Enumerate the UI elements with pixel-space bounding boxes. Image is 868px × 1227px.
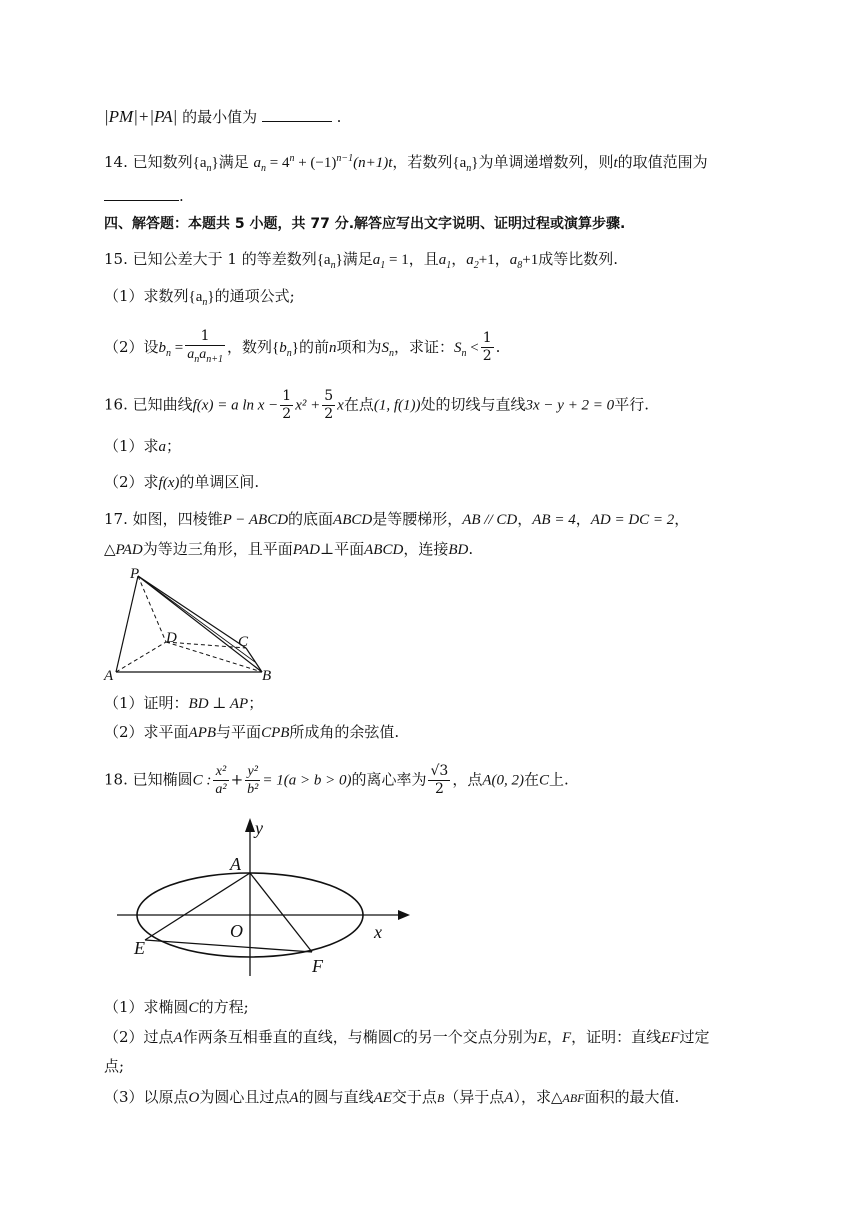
q18-part3: （3）以原点O为圆心且过点A的圆与直线AE交于点B（异于点A），求△ABF面积的最大值.: [104, 1088, 680, 1106]
q18-part2-cont: 点;: [104, 1057, 125, 1075]
label-o: O: [230, 921, 243, 941]
pyramid-figure: [100, 562, 280, 684]
label-x: x: [374, 922, 382, 942]
y-axis-arrow: [245, 818, 255, 832]
line-ef: [145, 940, 312, 952]
q14-formula: $a_n = 4^n + (-1)^{n-1}(n+1)t$: [253, 153, 393, 174]
q16-part1: （1）求a；: [104, 437, 182, 455]
line-af: [250, 873, 312, 952]
q14-answer-line: .: [104, 185, 184, 207]
edge-cb: [246, 648, 262, 672]
q17-part2: （2）求平面APB与平面CPB所成角的余弦值.: [104, 723, 400, 741]
edge-pc: [138, 576, 246, 648]
answer-blank[interactable]: [262, 121, 332, 122]
section-heading: 四、解答题：本题共 5 小题，共 77 分.解答应写出文字说明、证明过程或演算步骤.: [104, 216, 626, 232]
question-17: 17. 如图，四棱锥P − ABCD的底面ABCD是等腰梯形，AB // CD，AB = 4，AD = DC = 2，: [104, 510, 690, 528]
edge-pb: [138, 576, 262, 672]
label-a: A: [104, 668, 114, 684]
pm-pa-line: |PM|+|PA| 的最小值为 .: [104, 107, 342, 126]
label-a-point: A: [230, 854, 241, 874]
question-17-line2: △PAD为等边三角形，且平面PAD⊥平面ABCD，连接BD.: [104, 540, 474, 558]
question-18: 18. 已知椭圆C : $\frac{\text{x²}}{\text{a²}}$ + $\frac{\text{y²}}{\text{b²}}$ = 1(a > b > 0)的离心率为 $\frac{√3}{2}$ ，点A(0, 2)在C上.: [104, 763, 569, 797]
edge-pa: [116, 576, 138, 672]
ellipse-figure: [112, 812, 412, 982]
label-c: C: [238, 634, 249, 650]
question-14: 14. 已知数列$\{a_n\}$满足 $a_n = 4^n + (-1)^{n-1}(n+1)t$，若数列$\{a_n\}$为单调递增数列，则t的取值范围为: [104, 153, 708, 174]
label-b: B: [262, 668, 272, 684]
answer-blank[interactable]: [104, 200, 179, 201]
q18-part1: （1）求椭圆C的方程;: [104, 998, 249, 1016]
q15-part1: （1）求数列$\{a_n\}$的通项公式;: [104, 287, 295, 308]
q17-part1: （1）证明：BD ⊥ AP；: [104, 694, 264, 712]
label-e: E: [134, 938, 145, 958]
label-y: y: [255, 818, 263, 838]
edge-ad: [116, 642, 166, 672]
x-axis-arrow: [398, 910, 410, 920]
q18-part2: （2）过点A作两条互相垂直的直线，与椭圆C的另一个交点分别为E，F，证明：直线EF过定: [104, 1028, 710, 1046]
q15-part2: （2）设$b_n$ = $\frac{1}{a_na_{n+1}}$ ，数列$\{b_n\}$的前n项和为$S_n$，求证：$S_n$ < $\frac{1}{2}$ .: [104, 328, 501, 365]
pm-pa-expr: |PM|+|PA|: [104, 107, 178, 126]
label-f: F: [312, 956, 323, 976]
question-15: 15. 已知公差大于 1 的等差数列$\{a_n\}$满足$a_1 = 1$，且$a_1$，$a_2+1$，$a_8+1$成等比数列.: [104, 250, 619, 271]
q16-part2: （2）求f(x)的单调区间.: [104, 473, 260, 491]
label-p: P: [130, 566, 140, 582]
question-16: 16. 已知曲线f(x) = a ln x − $\frac{1}{2}$ x² + $\frac{5}{2}$ x在点(1, f(1))处的切线与直线3x − y + 2 = 0平行.: [104, 388, 649, 422]
label-d: D: [166, 630, 177, 646]
